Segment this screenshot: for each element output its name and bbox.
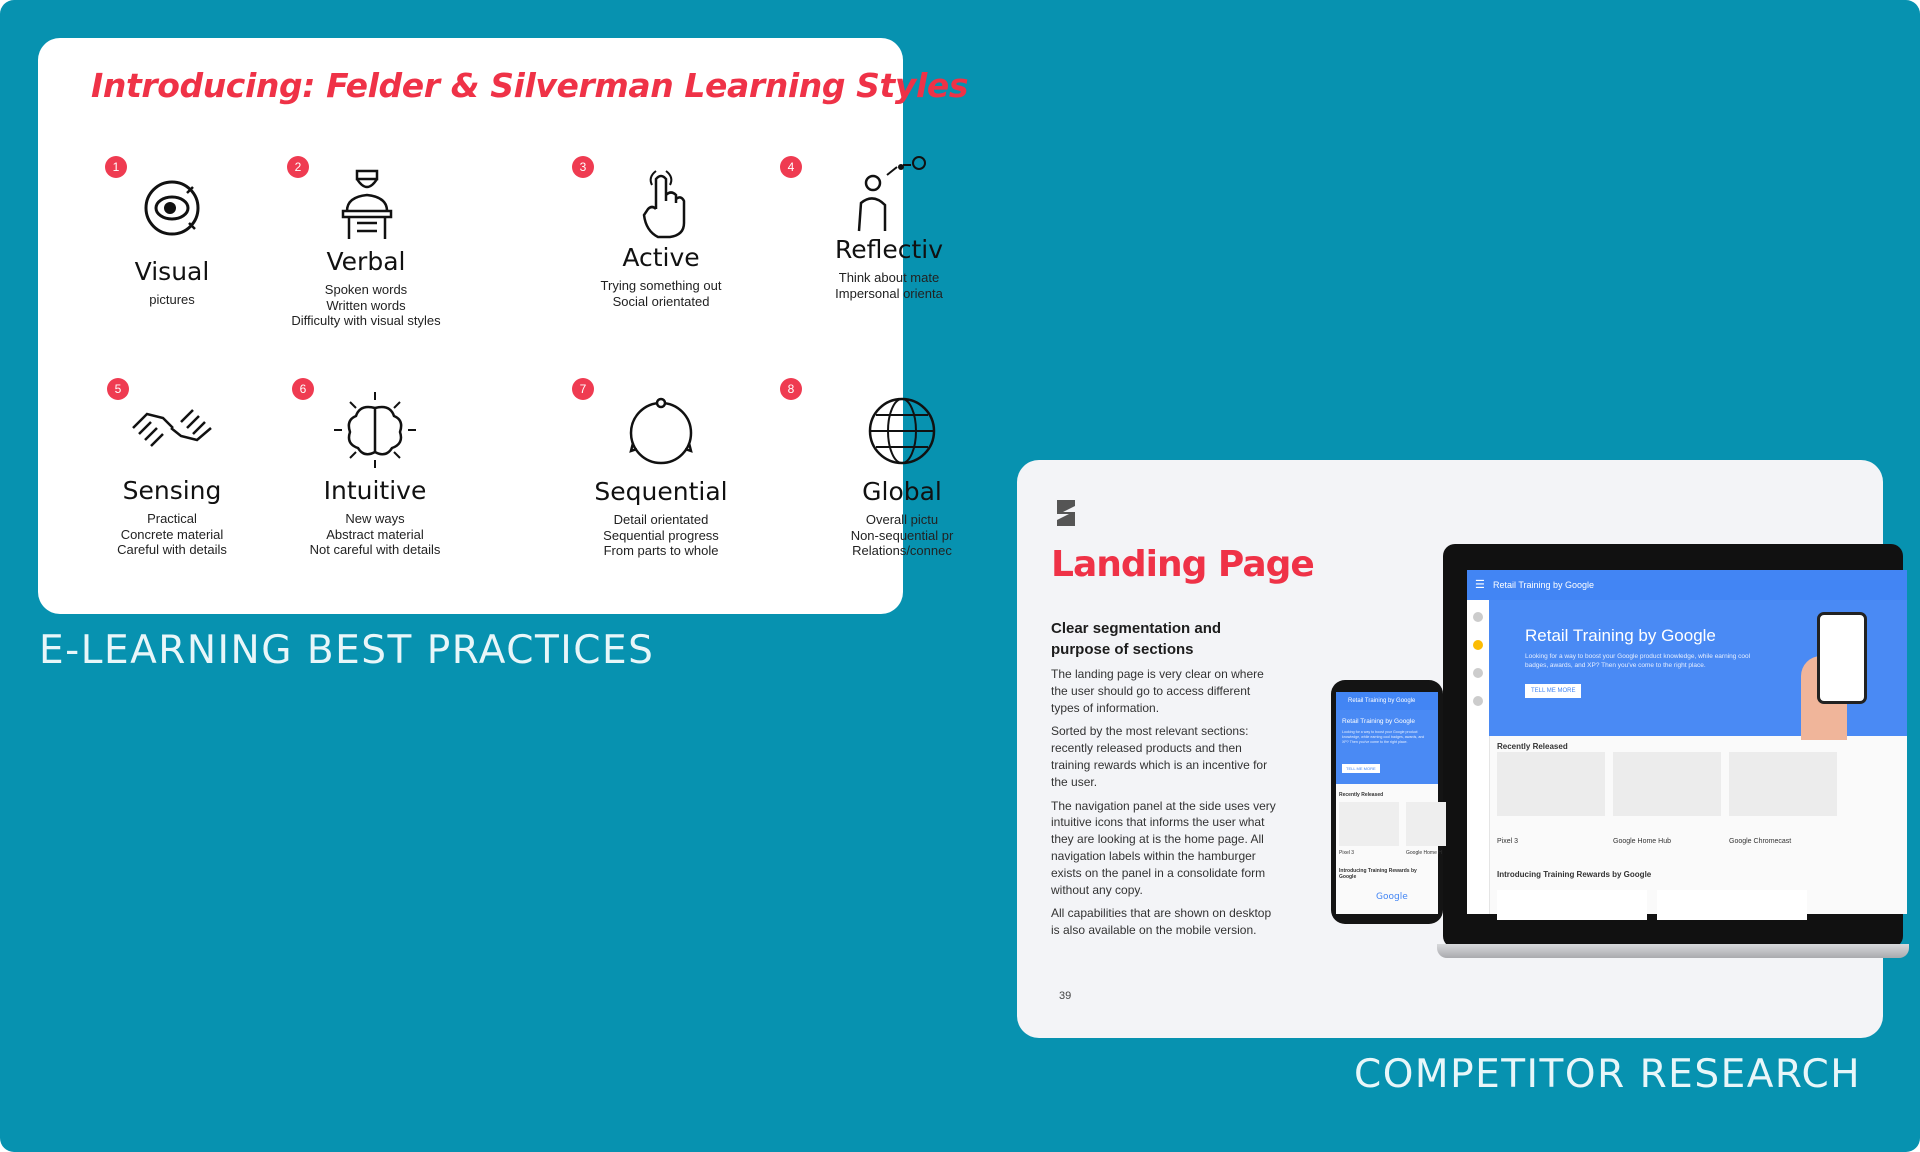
style-desc-line: Concrete material bbox=[120, 526, 224, 542]
style-desc-line: Practical bbox=[147, 511, 197, 526]
mobile-hero-title: Retail Training by Google bbox=[1342, 718, 1415, 725]
app-title: Retail Training by Google bbox=[1493, 580, 1595, 590]
style-number-badge: 4 bbox=[780, 156, 802, 178]
mobile-tell-me-more-button: TELL ME MORE bbox=[1342, 764, 1380, 773]
phone-mockup bbox=[1331, 680, 1443, 924]
section-label-competitor: COMPETITOR RESEARCH bbox=[1354, 1052, 1862, 1097]
style-description bbox=[561, 512, 761, 559]
style-number-badge: 7 bbox=[572, 378, 594, 400]
mobile-app-bar: Retail Training by Google bbox=[1336, 692, 1438, 710]
style-number-badge: 6 bbox=[292, 378, 314, 400]
style-description bbox=[266, 282, 466, 329]
hero-banner bbox=[1489, 600, 1907, 736]
style-desc-line: Impersonal orienta bbox=[835, 285, 943, 301]
product-label: Pixel 3 bbox=[1497, 838, 1519, 845]
style-description bbox=[275, 511, 475, 558]
style-verbal bbox=[266, 163, 466, 329]
nav-icon bbox=[1473, 668, 1483, 678]
mobile-product-card bbox=[1339, 802, 1399, 846]
style-name: Sensing bbox=[122, 476, 222, 505]
style-desc-line: Social orientated bbox=[612, 293, 710, 309]
learning-styles-card bbox=[38, 38, 969, 614]
app-bar bbox=[1467, 570, 1907, 600]
style-desc-line: Spoken words bbox=[324, 282, 408, 297]
style-desc-line: Not careful with details bbox=[309, 542, 441, 557]
style-name: Reflectiv bbox=[834, 235, 944, 264]
style-number-badge: 2 bbox=[287, 156, 309, 178]
laptop-base bbox=[1437, 944, 1909, 958]
thinking-person-icon bbox=[849, 153, 929, 233]
style-global bbox=[802, 393, 1002, 559]
laptop-screen bbox=[1467, 570, 1907, 914]
style-desc-line: Relations/connec bbox=[852, 543, 952, 558]
style-number-badge: 3 bbox=[572, 156, 594, 178]
style-description bbox=[789, 270, 989, 301]
style-desc-line: Overall pictu bbox=[865, 512, 939, 527]
laptop-mockup bbox=[1443, 544, 1903, 964]
style-active bbox=[561, 163, 761, 309]
hero-title: Retail Training by Google bbox=[1525, 626, 1716, 645]
style-description bbox=[802, 512, 1002, 559]
style-desc-line: Trying something out bbox=[600, 278, 722, 293]
competitor-landing-page-card bbox=[1017, 460, 1883, 1038]
card-title: Landing Page bbox=[1051, 544, 1314, 585]
style-desc-line: From parts to whole bbox=[603, 543, 719, 558]
style-name: Visual bbox=[134, 257, 210, 286]
style-desc-line: Careful with details bbox=[117, 542, 227, 557]
home-nav-icon bbox=[1473, 640, 1483, 650]
style-desc-line: Non-sequential pr bbox=[850, 527, 954, 543]
body-paragraph: The navigation panel at the side uses very intuitive icons that informs the user what they are looking at is the home page. All navigation labels within the hamburger exists on the panel in a consolidate form without any copy. bbox=[1051, 798, 1276, 897]
mobile-hero bbox=[1336, 710, 1438, 784]
tell-me-more-button: TELL ME MORE bbox=[1525, 684, 1581, 698]
cycle-icon bbox=[623, 393, 699, 469]
product-label: Google Chromecast bbox=[1729, 838, 1792, 845]
style-reflective bbox=[789, 153, 989, 301]
speaker-at-podium-icon bbox=[331, 163, 401, 243]
style-description bbox=[72, 292, 272, 308]
body-paragraph: The landing page is very clear on where the user should go to access different types of information. bbox=[1051, 667, 1264, 715]
hamburger-icon: ☰ bbox=[1475, 579, 1485, 591]
style-desc-line: Abstract material bbox=[326, 526, 424, 542]
card-subtitle: Clear segmentation and purpose of sections bbox=[1051, 620, 1222, 658]
learning-styles-title: Introducing: Felder & Silverman Learning Styles bbox=[91, 66, 969, 105]
style-desc-line: Difficulty with visual styles bbox=[291, 313, 441, 328]
style-sensing bbox=[72, 398, 272, 558]
reward-tile bbox=[1657, 890, 1807, 920]
style-number-badge: 8 bbox=[780, 378, 802, 400]
hero-subtitle: Looking for a way to boost your Google product knowledge, while earning cool badges, awards, and XP? Then you've come to the right place. bbox=[1525, 653, 1751, 669]
style-desc-line: Detail orientated bbox=[613, 512, 709, 527]
tapping-hand-icon bbox=[626, 163, 696, 241]
style-description bbox=[72, 511, 272, 558]
globe-brain-icon bbox=[864, 393, 940, 469]
style-desc-line: Sequential progress bbox=[603, 527, 719, 543]
card-body bbox=[1051, 666, 1276, 946]
style-name: Intuitive bbox=[323, 476, 427, 505]
style-visual bbox=[72, 173, 272, 308]
body-paragraph: All capabilities that are shown on desktop is also available on the mobile version. bbox=[1051, 906, 1272, 938]
google-logo: Google bbox=[1376, 892, 1408, 902]
nav-icon bbox=[1473, 696, 1483, 706]
eye-icon bbox=[137, 173, 207, 243]
style-number-badge: 5 bbox=[107, 378, 129, 400]
style-name: Active bbox=[622, 243, 700, 272]
mobile-product-label: Google Home H bbox=[1406, 850, 1442, 856]
mobile-product-label: Pixel 3 bbox=[1339, 850, 1355, 856]
side-nav-rail bbox=[1467, 600, 1490, 914]
phone-illustration bbox=[1817, 612, 1867, 704]
rewards-heading: Introducing Training Rewards by Google bbox=[1497, 870, 1652, 879]
style-description bbox=[561, 278, 761, 309]
nav-icon bbox=[1473, 612, 1483, 622]
product-card bbox=[1613, 752, 1721, 816]
style-desc-line: Written words bbox=[326, 297, 406, 313]
style-intuitive bbox=[275, 388, 475, 558]
product-card bbox=[1729, 752, 1837, 816]
mobile-product-card bbox=[1406, 802, 1446, 846]
mobile-hero-subtitle: Looking for a way to boost your Google product knowledge, while earning cool badges, awards, and XP? Then you've come to the right place. bbox=[1342, 730, 1425, 744]
style-desc-line: New ways bbox=[345, 511, 405, 526]
style-number-badge: 1 bbox=[105, 156, 127, 178]
mobile-rewards-heading: Introducing Training Rewards by Google bbox=[1339, 868, 1417, 880]
body-paragraph: Sorted by the most relevant sections: recently released products and then training rewards which is an incentive for the user. bbox=[1051, 724, 1268, 789]
touching-hands-icon bbox=[127, 398, 217, 458]
mobile-recently-released-heading: Recently Released bbox=[1339, 792, 1384, 798]
product-card bbox=[1497, 752, 1605, 816]
style-desc-line: pictures bbox=[149, 292, 195, 307]
product-label: Google Home Hub bbox=[1613, 838, 1671, 845]
brand-logo-icon bbox=[1053, 498, 1079, 528]
reward-tile bbox=[1497, 890, 1647, 920]
section-label-elearning: E-LEARNING BEST PRACTICES bbox=[39, 628, 655, 673]
style-name: Global bbox=[862, 477, 942, 506]
style-name: Sequential bbox=[594, 477, 728, 506]
brain-icon bbox=[330, 388, 420, 472]
style-name: Verbal bbox=[326, 247, 406, 276]
style-sequential bbox=[561, 393, 761, 559]
recently-released-heading: Recently Released bbox=[1497, 742, 1568, 751]
style-desc-line: Think about mate bbox=[838, 270, 940, 285]
page-number: 39 bbox=[1059, 990, 1072, 1002]
phone-screen bbox=[1336, 692, 1442, 914]
